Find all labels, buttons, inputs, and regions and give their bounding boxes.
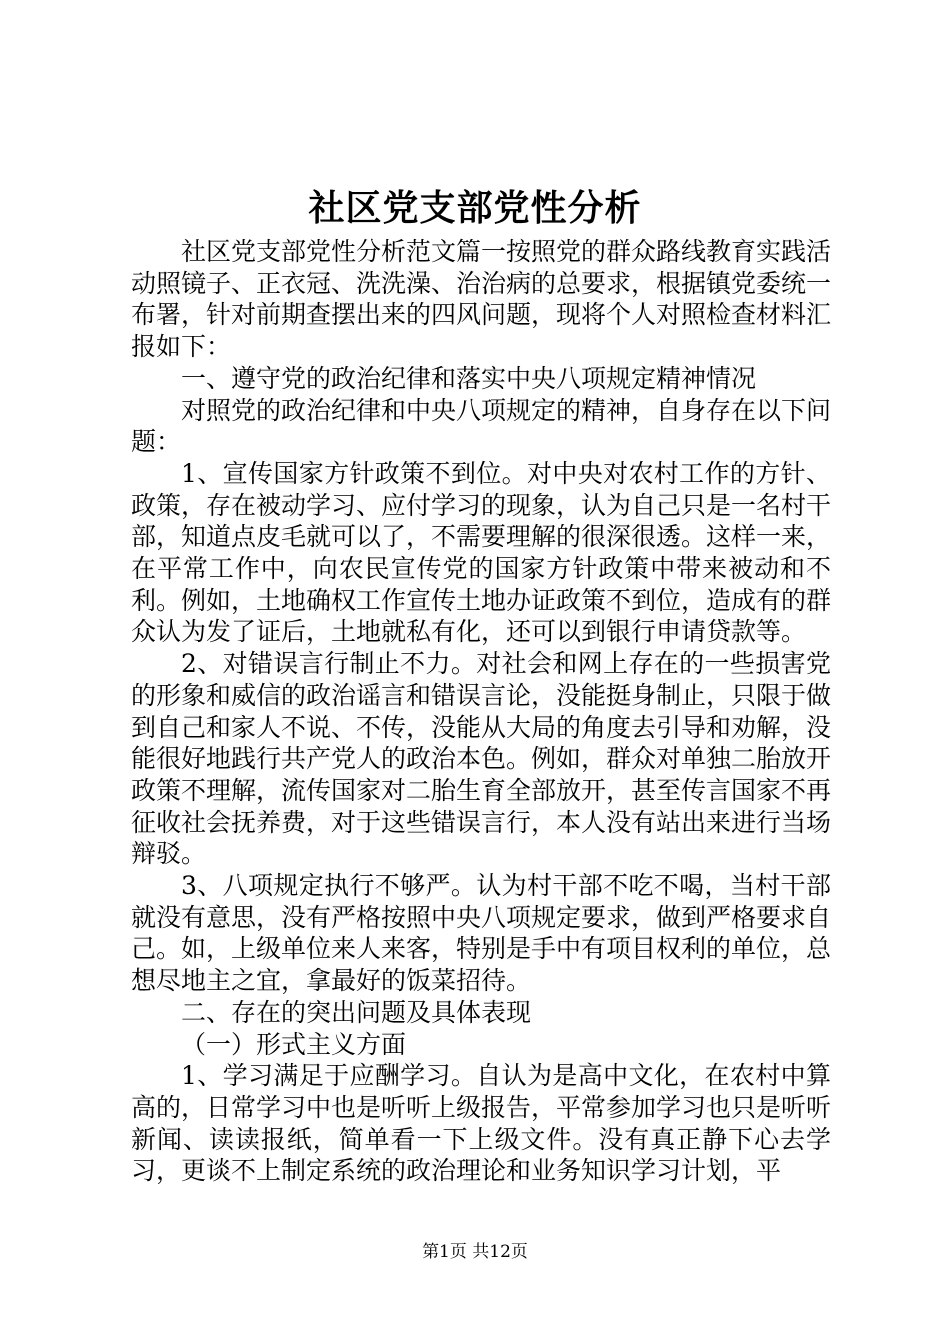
paragraph-item-1: 1、宣传国家方针政策不到位。对中央对农村工作的方针、政策，存在被动学习、应付学习的现象，认为自己只是一名村干部，知道点皮毛就可以了，不需要理解的很深很透。这样一来，在平常工作中，向农民宣传党的国家方针政策中带来被动和不利。例如，土地确权工作宣传土地办证政策不到位，造成有的群众认为发了证后，土地就私有化，还可以到银行申请贷款等。 [131, 458, 832, 647]
paragraph-intro: 社区党支部党性分析范文篇一按照党的群众路线教育实践活动照镜子、正衣冠、洗洗澡、治治病的总要求，根据镇党委统一布署，针对前期查摆出来的四风问题，现将个人对照检查材料汇报如下： [131, 237, 832, 362]
page-number-footer: 第1页 共12页 [422, 1242, 528, 1262]
paragraph-subsection-heading: （一）形式主义方面 [181, 1029, 407, 1059]
document-body [131, 236, 831, 1187]
paragraph-section-2-heading: 二、存在的突出问题及具体表现 [181, 997, 532, 1027]
paragraph-section-1-lead: 对照党的政治纪律和中央八项规定的精神，自身存在以下问题： [131, 395, 832, 457]
paragraph-section-1-heading: 一、遵守党的政治纪律和落实中央八项规定精神情况 [181, 363, 757, 393]
paragraph-subsection-item-1: 1、学习满足于应酬学习。自认为是高中文化，在农村中算高的，日常学习中也是听听上级报告，平常参加学习也只是听听新闻、读读报纸，简单看一下上级文件。没有真正静下心去学习，更谈不上制定系统的政治理论和业务知识学习计划，平 [131, 1061, 832, 1186]
paragraph-item-2: 2、对错误言行制止不力。对社会和网上存在的一些损害党的形象和威信的政治谣言和错误言论，没能挺身制止，只限于做到自己和家人不说、不传，没能从大局的角度去引导和劝解，没能很好地践行共产党人的政治本色。例如，群众对单独二胎放开政策不理解，流传国家对二胎生育全部放开，甚至传言国家不再征收社会抚养费，对于这些错误言行，本人没有站出来进行当场辩驳。 [131, 649, 832, 869]
document-title: 社区党支部党性分析 [308, 187, 642, 229]
paragraph-item-3: 3、八项规定执行不够严。认为村干部不吃不喝，当村干部就没有意思，没有严格按照中央八项规定要求，做到严格要求自己。如，上级单位来人来客，特别是手中有项目权利的单位，总想尽地主之宜，拿最好的饭菜招待。 [131, 871, 832, 996]
